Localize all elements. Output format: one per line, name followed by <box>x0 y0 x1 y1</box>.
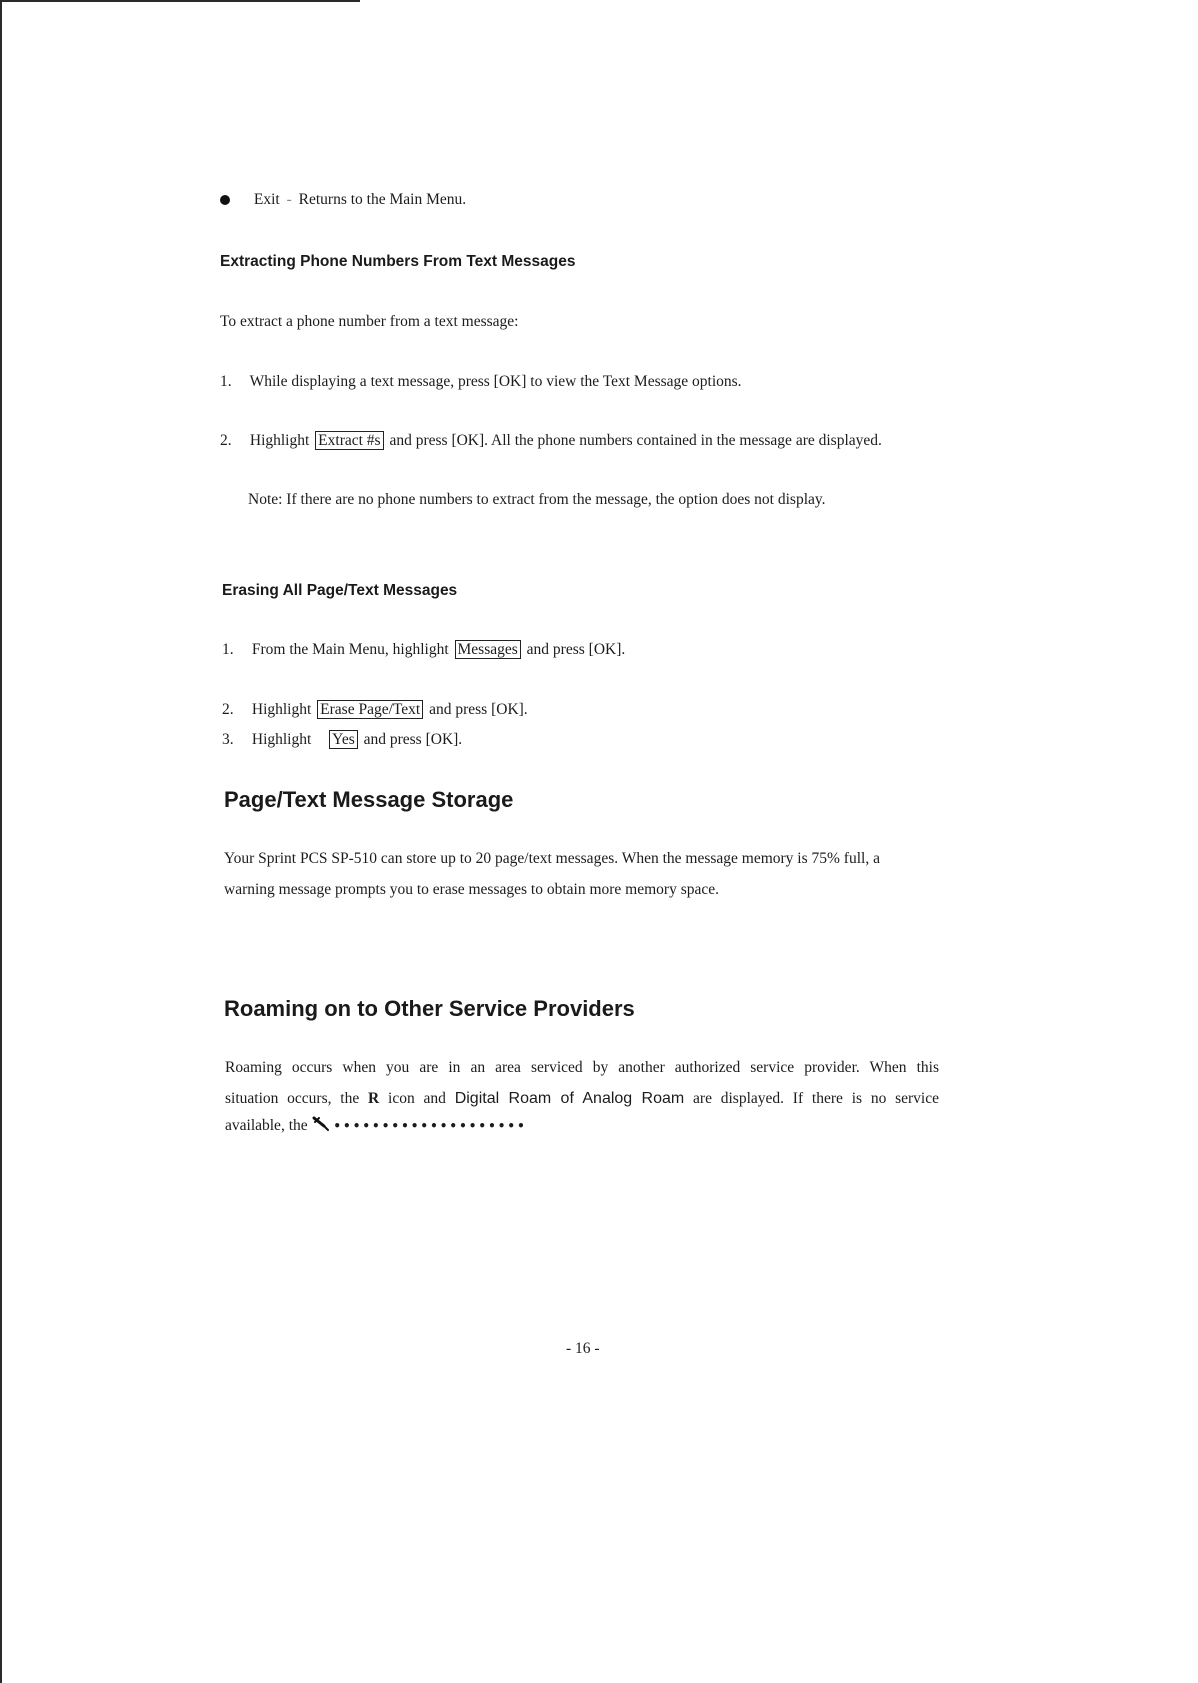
extract-step-2 <box>220 432 882 450</box>
step-pre: Highlight <box>251 731 312 748</box>
extract-intro: To extract a phone number from a text message: <box>220 313 519 330</box>
step-number: 2. <box>220 432 232 449</box>
scan-edge-left <box>0 0 2 1683</box>
scan-edge-top <box>0 0 360 2</box>
roaming-r-label: R <box>368 1090 380 1107</box>
erase-step-1 <box>222 641 625 659</box>
menu-option-messages: Messages <box>455 640 521 659</box>
bullet-icon <box>220 195 230 205</box>
menu-option-extract: Extract #s <box>315 431 383 450</box>
step-number: 2. <box>222 701 234 718</box>
storage-line-1: Your Sprint PCS SP-510 can store up to 20 page/text messages. When the message memory is 75% full, a <box>224 850 880 867</box>
roaming-line-1: Roaming occurs when you are in an area serviced by another authorized service provider. When this <box>225 1059 939 1076</box>
menu-option-yes: Yes <box>329 730 358 749</box>
extract-step-1 <box>220 373 742 391</box>
step-post: and press [OK]. <box>429 701 528 718</box>
step-pre: Highlight <box>249 432 310 449</box>
erase-step-2 <box>222 701 528 719</box>
roaming-available: available, the <box>225 1117 308 1135</box>
step-pre: From the Main Menu, highlight <box>251 641 449 658</box>
roaming-digital-analog: Digital Roam of Analog Roam <box>454 1090 685 1107</box>
antenna-icon <box>312 1116 330 1137</box>
dotted-leader: •••••••••••••••••••• <box>333 1119 527 1134</box>
roaming-post: are displayed. If there is no service <box>693 1090 940 1107</box>
roaming-pre: situation occurs, the <box>225 1090 360 1107</box>
menu-option-erase: Erase Page/Text <box>317 700 423 719</box>
extract-note: Note: If there are no phone numbers to extract from the message, the option does not display. <box>248 491 826 508</box>
page-number: - 16 - <box>566 1340 600 1357</box>
step-post: and press [OK]. All the phone numbers contained in the message are displayed. <box>389 432 882 449</box>
erase-heading: Erasing All Page/Text Messages <box>222 582 458 599</box>
roaming-heading: Roaming on to Other Service Providers <box>224 996 635 1021</box>
extract-heading: Extracting Phone Numbers From Text Messages <box>220 253 576 270</box>
step-number: 1. <box>220 373 232 390</box>
bullet-term: Exit <box>253 191 280 208</box>
step-pre: Highlight <box>251 701 312 718</box>
bullet-dash: - <box>286 191 292 208</box>
step-number: 1. <box>222 641 234 658</box>
erase-step-3 <box>222 731 462 749</box>
bullet-description: Returns to the Main Menu. <box>298 191 467 208</box>
roaming-line-3 <box>225 1116 527 1137</box>
roaming-line-2 <box>225 1083 939 1114</box>
step-text: While displaying a text message, press [OK] to view the Text Message options. <box>249 373 742 390</box>
bullet-exit <box>220 191 466 209</box>
storage-line-2: warning message prompts you to erase messages to obtain more memory space. <box>224 881 720 898</box>
step-post: and press [OK]. <box>363 731 463 748</box>
roaming-mid: icon and <box>388 1090 446 1107</box>
step-number: 3. <box>222 731 234 748</box>
storage-heading: Page/Text Message Storage <box>224 787 514 812</box>
step-post: and press [OK]. <box>526 641 626 658</box>
